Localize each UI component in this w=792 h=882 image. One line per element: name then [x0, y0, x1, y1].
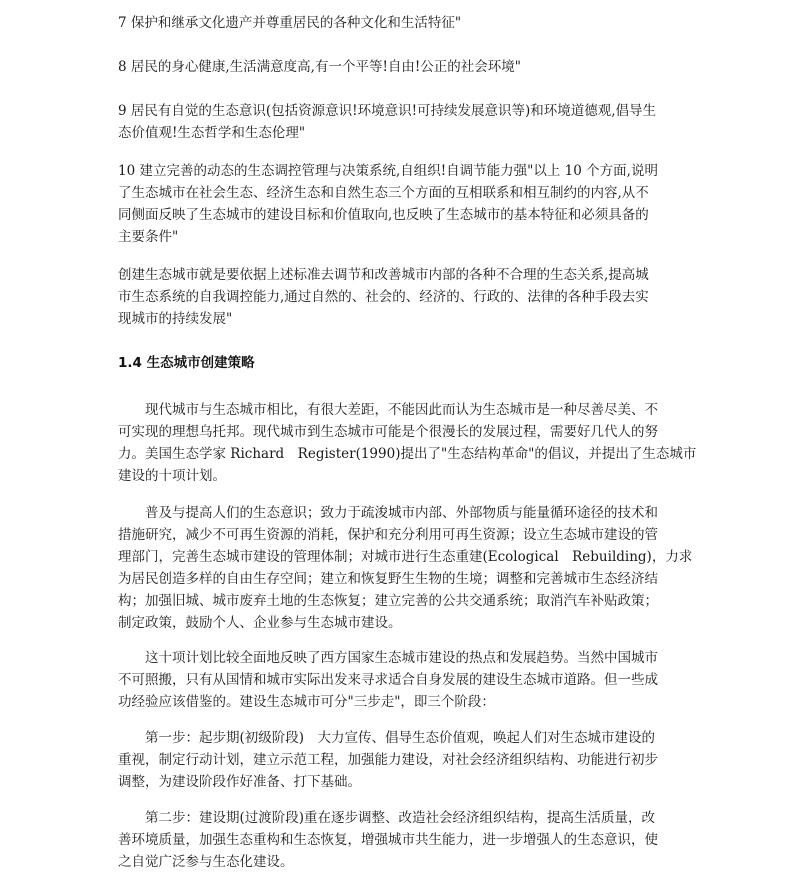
text-line: 措施研究，减少不可再生资源的消耗，保护和充分利用可再生资源；设立生态城市建设的管 — [118, 527, 658, 543]
text-line: 主要条件" — [118, 229, 179, 245]
text-line: 创建生态城市就是要依据上述标准去调节和改善城市内部的各种不合理的生态关系,提高城 — [118, 267, 649, 283]
text-line: 重视，制定行动计划，建立示范工程，加强能力建设，对社会经济组织结构、功能进行初步 — [118, 752, 658, 768]
body-paragraph-5 — [118, 807, 674, 873]
text-line: 10 建立完善的动态的生态调控管理与决策系统,自组织!自调节能力强"以上 10 个方面,说明 — [118, 163, 658, 179]
text-line: 现城市的持续发展" — [118, 311, 233, 327]
text-line: 构；加强旧城、城市废弃土地的生态恢复；建立完善的公共交通系统；取消汽车补贴政策； — [118, 593, 658, 609]
text-line: 制定政策，鼓励个人、企业参与生态城市建设。 — [118, 615, 402, 631]
list-item-7 — [118, 12, 674, 34]
text-line: 理部门，完善生态城市建设的管理体制；对城市进行生态重建(Ecological Rebuilding)，力求 — [118, 549, 693, 565]
text-line: 9 居民有自觉的生态意识(包括资源意识!环境意识!可持续发展意识等)和环境道德观,倡导生 — [118, 103, 657, 119]
list-item-9 — [118, 100, 674, 144]
list-item-8 — [118, 56, 674, 78]
text-line: 调整，为建设阶段作好准备、打下基础。 — [118, 774, 361, 790]
text-line: 市生态系统的自我调控能力,通过自然的、社会的、经济的、行政的、法律的各种手段去实 — [118, 289, 649, 305]
section-heading: 1.4 生态城市创建策略 — [118, 355, 255, 371]
text-line: 态价值观!生态哲学和生态伦理" — [118, 125, 306, 141]
text-line: 普及与提高人们的生态意识；致力于疏浚城市内部、外部物质与能量循环途径的技术和 — [118, 505, 658, 521]
text-line: 功经验应该借鉴的。建设生态城市可分"三步走"，即三个阶段： — [118, 694, 495, 710]
text-line: 力。美国生态学家 Richard Register(1990)提出了"生态结构革命"的倡议，并提出了生态城市 — [118, 446, 697, 462]
body-paragraph-3 — [118, 647, 674, 713]
text-line: 8 居民的身心健康,生活满意度高,有一个平等!自由!公正的社会环境" — [118, 59, 522, 75]
text-line: 建设的十项计划。 — [118, 468, 226, 484]
text-line: 为居民创造多样的自由生存空间；建立和恢复野生生物的生境；调整和完善城市生态经济结 — [118, 571, 658, 587]
summary-paragraph — [118, 264, 674, 330]
body-paragraph-1 — [118, 399, 697, 487]
list-item-10 — [118, 160, 674, 248]
text-line: 不可照搬，只有从国情和城市实际出发来寻求适合自身发展的建设生态城市道路。但一些成 — [118, 672, 658, 688]
text-line: 这十项计划比较全面地反映了西方国家生态城市建设的热点和发展趋势。当然中国城市 — [118, 650, 658, 666]
body-paragraph-4 — [118, 727, 674, 793]
text-line: 现代城市与生态城市相比，有很大差距，不能因此而认为生态城市是一种尽善尽美、不 — [118, 402, 658, 418]
text-line: 第一步：起步期(初级阶段) 大力宣传、倡导生态价值观，唤起人们对生态城市建设的 — [118, 730, 656, 746]
text-line: 可实现的理想乌托邦。现代城市到生态城市可能是个很漫长的发展过程，需要好几代人的努 — [118, 424, 658, 440]
text-line: 善环境质量，加强生态重构和生态恢复，增强城市共生能力，进一步增强人的生态意识，使 — [118, 832, 658, 848]
text-line: 7 保护和继承文化遗产并尊重居民的各种文化和生活特征" — [118, 15, 462, 31]
text-line: 之自觉广泛参与生态化建设。 — [118, 854, 294, 870]
text-line: 了生态城市在社会生态、经济生态和自然生态三个方面的互相联系和相互制约的内容,从不 — [118, 185, 649, 201]
body-paragraph-2 — [118, 502, 693, 634]
text-line: 同侧面反映了生态城市的建设目标和价值取向,也反映了生态城市的基本特征和必须具备的 — [118, 207, 649, 223]
text-line: 第二步：建设期(过渡阶段)重在逐步调整、改造社会经济组织结构，提高生活质量，改 — [118, 810, 656, 826]
